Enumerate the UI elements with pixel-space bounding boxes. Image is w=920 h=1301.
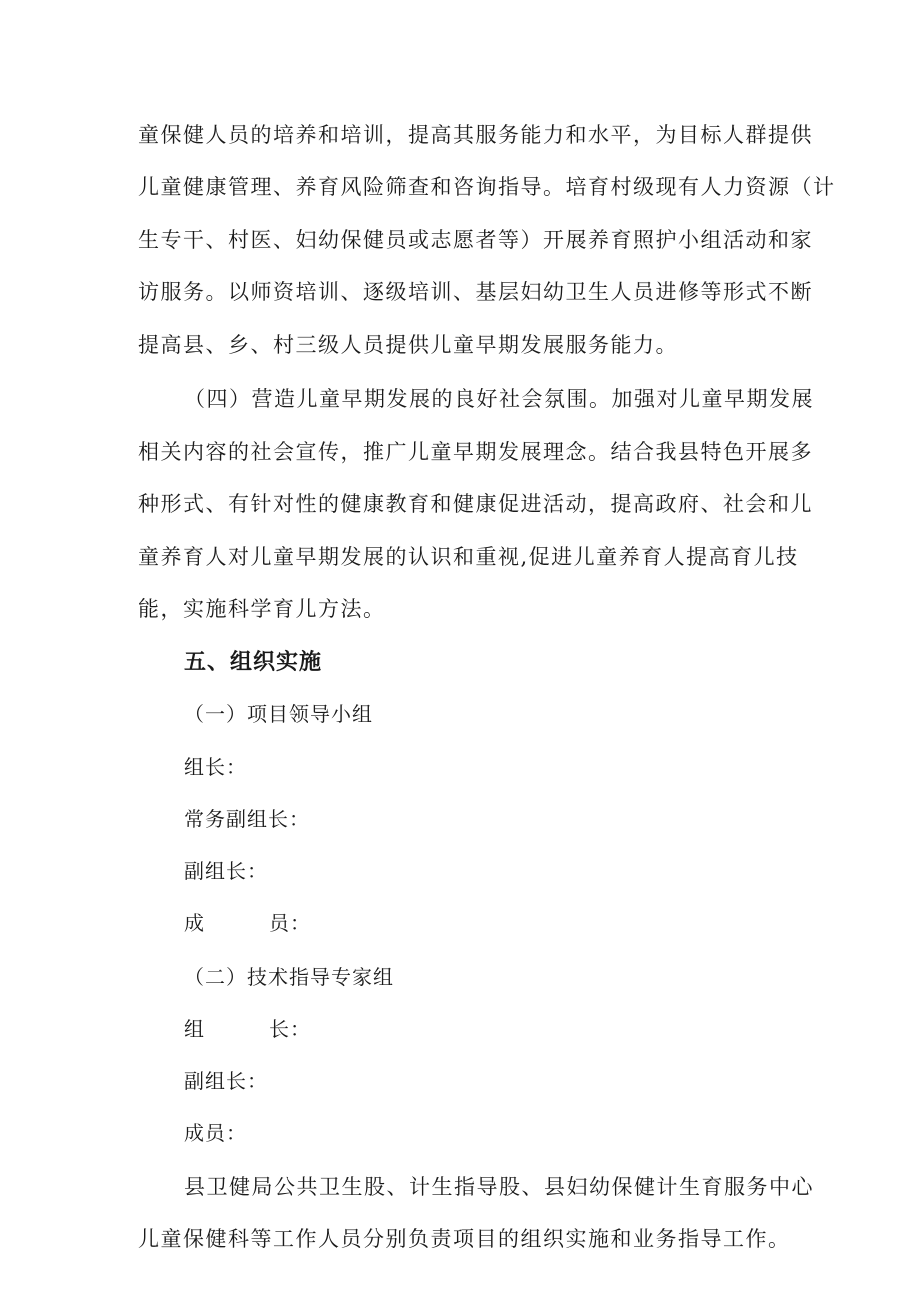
para2-line-5: 能，实施科学育儿方法。 (138, 597, 386, 621)
group2-leader-char-1: 组 (184, 1017, 205, 1041)
group1-members-label (184, 908, 311, 938)
para2-line-4: 童养育人对儿童早期发展的认识和重视,促进儿童养育人提高育儿技 (138, 545, 799, 569)
para3-line-2: 儿童保健科等工作人员分别负责项目的组织实施和业务指导工作。 (138, 1227, 791, 1251)
para2-line-2: 相关内容的社会宣传，推广儿童早期发展理念。结合我县特色开展多 (138, 440, 813, 464)
group1-exec-deputy-label: 常务副组长： (184, 807, 310, 831)
group1-members-char-1: 成 (184, 911, 205, 935)
section-heading: 五、组织实施 (184, 650, 323, 675)
group1-leader-label: 组长： (184, 755, 247, 779)
group2-title: （二）技术指导专家组 (184, 965, 394, 989)
group2-leader-label (184, 1014, 311, 1044)
group2-members-label: 成员： (184, 1121, 247, 1145)
para2-line-1: （四）营造儿童早期发展的良好社会氛围。加强对儿童早期发展 (184, 387, 814, 411)
para1-line-2: 儿童健康管理、养育风险筛查和咨询指导。培育村级现有人力资源（计 (138, 175, 836, 199)
group1-deputy-label: 副组长： (184, 859, 268, 883)
group2-leader-char-2: 长： (269, 1017, 311, 1041)
para2-line-3: 种形式、有针对性的健康教育和健康促进活动，提高政府、社会和儿 (138, 492, 813, 516)
para1-line-3: 生专干、村医、妇幼保健员或志愿者等）开展养育照护小组活动和家 (138, 228, 813, 252)
para3-line-1: 县卫健局公共卫生股、计生指导股、县妇幼保健计生育服务中心 (184, 1175, 814, 1199)
group1-title: （一）项目领导小组 (184, 702, 373, 726)
group1-members-char-2: 员： (269, 911, 311, 935)
para1-line-1: 童保健人员的培养和培训，提高其服务能力和水平，为目标人群提供 (138, 123, 813, 147)
group2-deputy-label: 副组长： (184, 1069, 268, 1093)
para1-line-5: 提高县、乡、村三级人员提供儿童早期发展服务能力。 (138, 333, 678, 357)
para1-line-4: 访服务。以师资培训、逐级培训、基层妇幼卫生人员进修等形式不断 (138, 280, 813, 304)
